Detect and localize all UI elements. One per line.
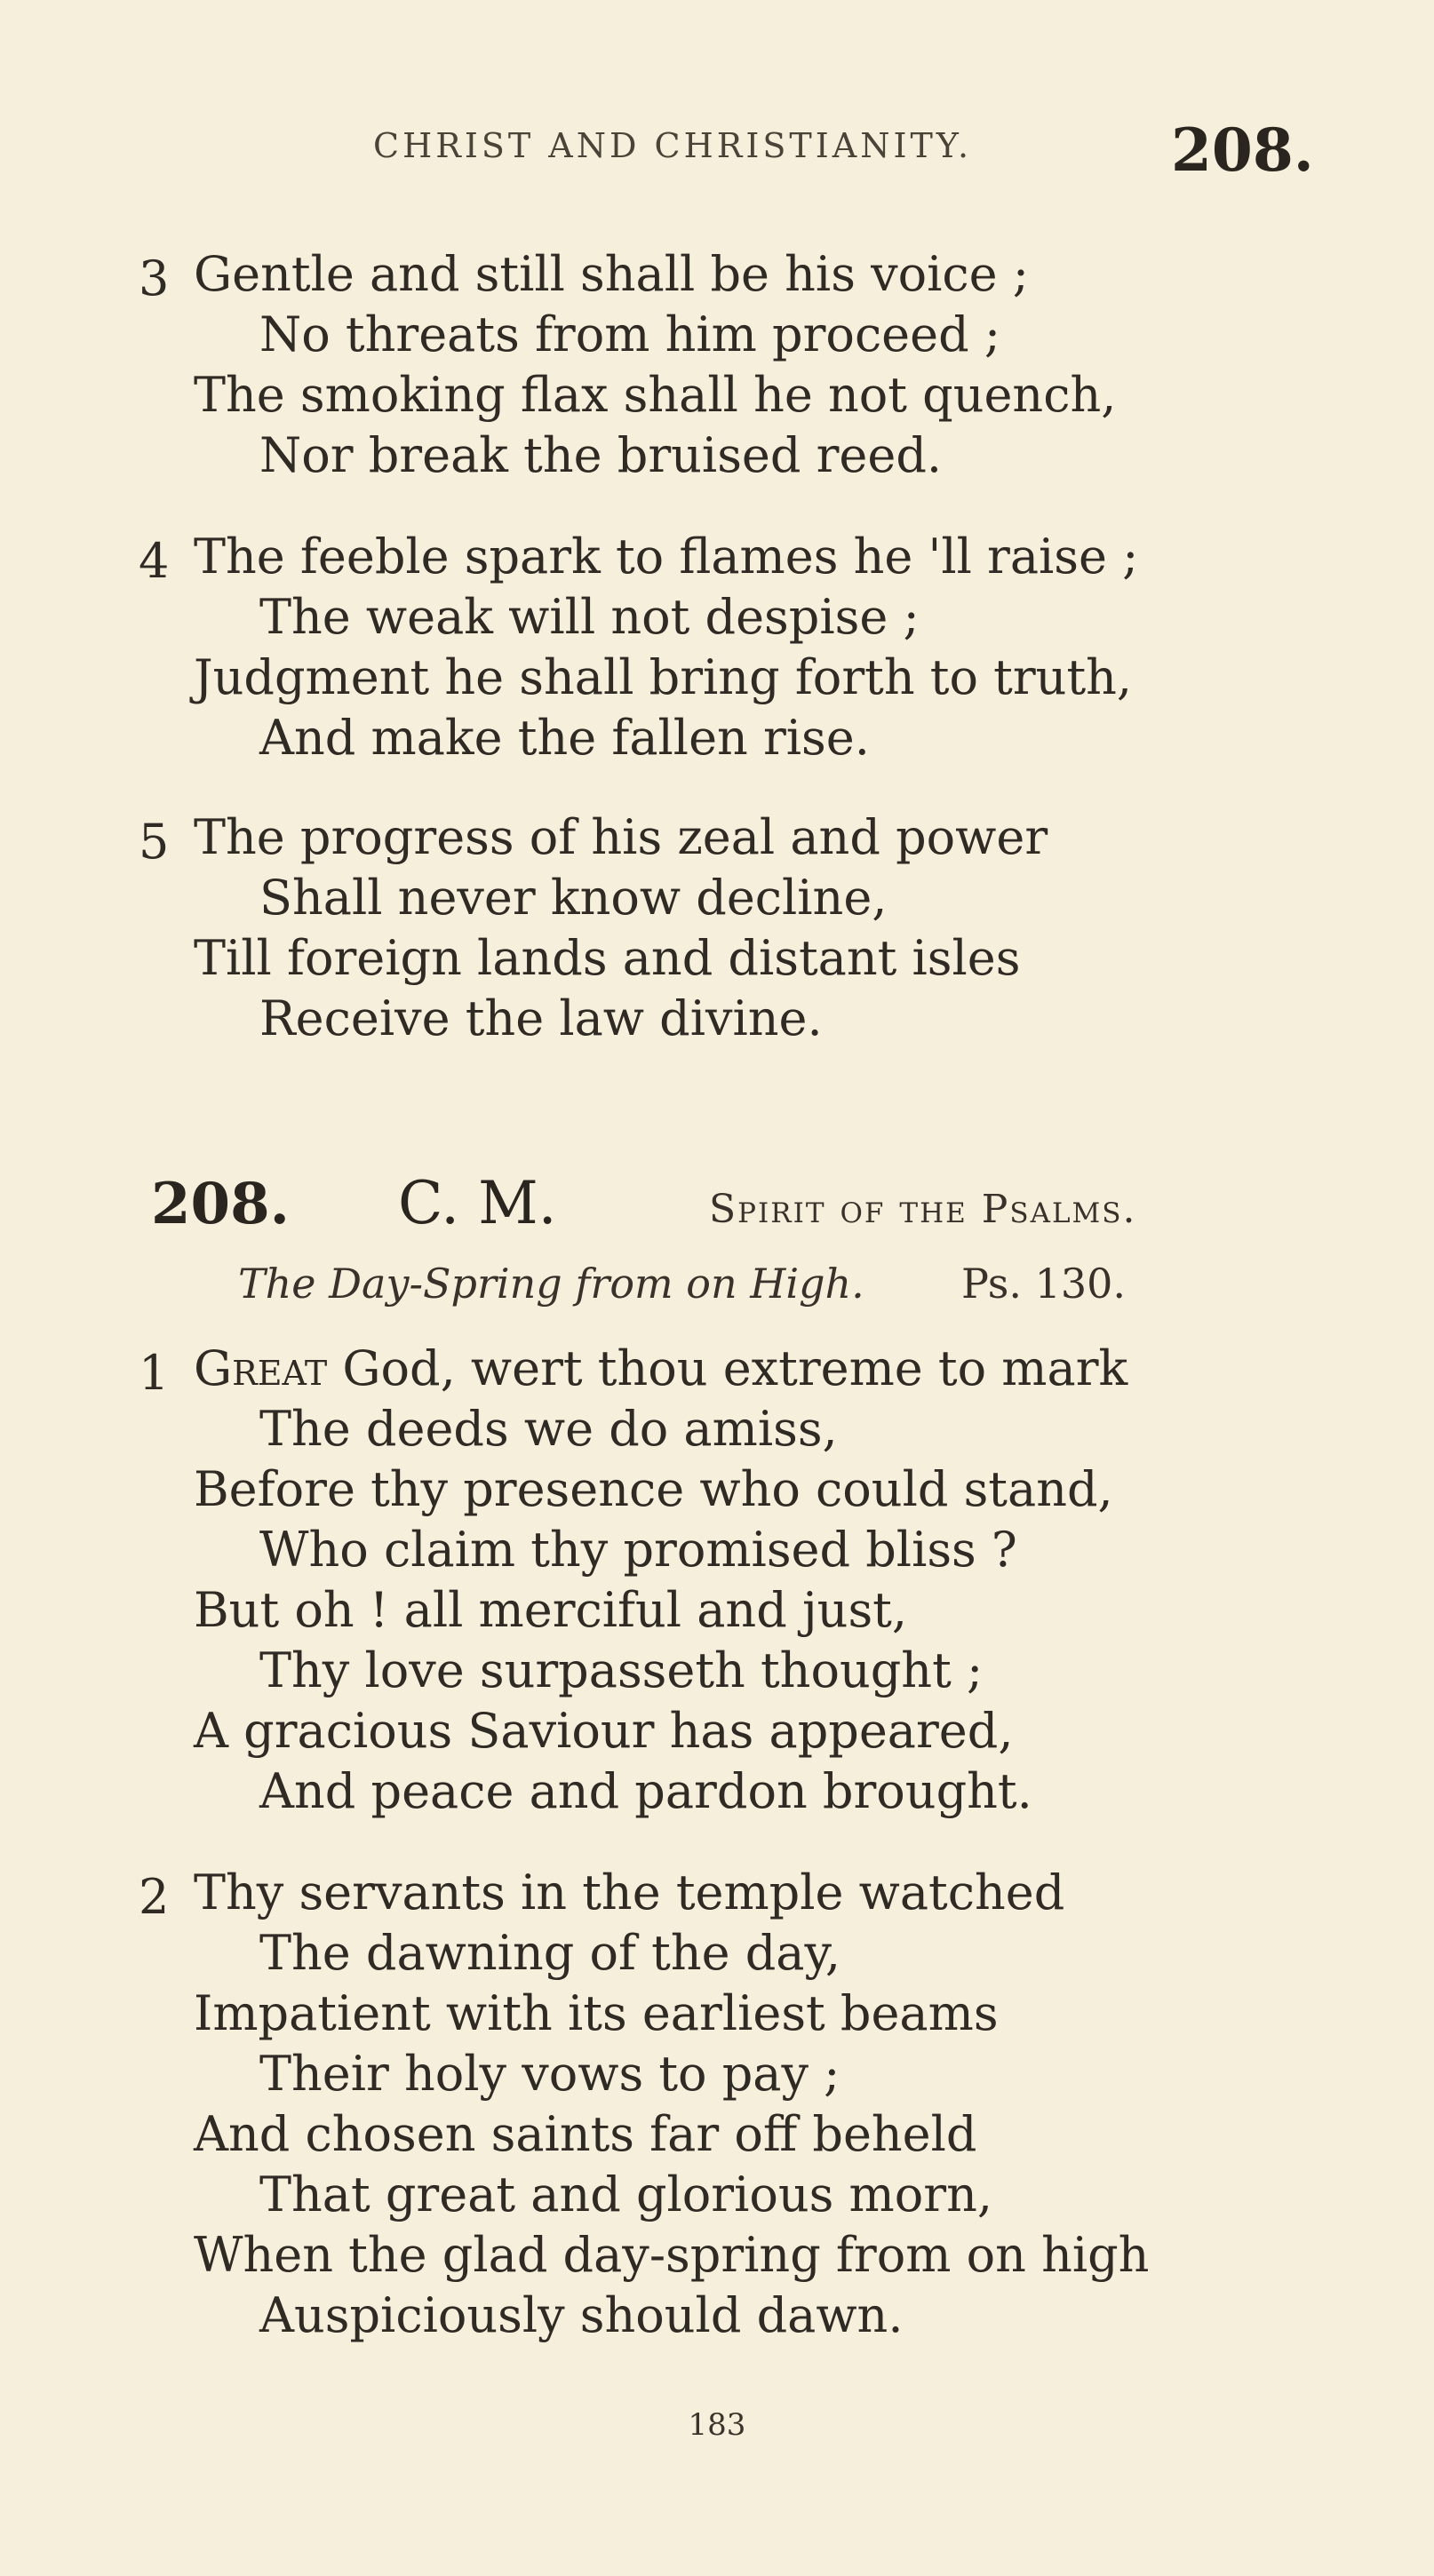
verse-line: Shall never know decline,: [259, 870, 888, 926]
stanza-number: 3: [139, 250, 170, 306]
verse-line: Receive the law divine.: [259, 990, 823, 1046]
stanza-number: 4: [139, 533, 170, 589]
verse-line: Thy love surpasseth thought ;: [259, 1642, 984, 1698]
verse-line: When the glad day-spring from on high: [194, 2227, 1150, 2283]
verse-line: And make the fallen rise.: [259, 710, 870, 766]
stanza-number: 5: [139, 814, 170, 870]
verse-line: Who claim thy promised bliss ?: [259, 1522, 1017, 1578]
verse-line: Before thy presence who could stand,: [194, 1461, 1113, 1517]
page-number: 183: [688, 2407, 746, 2443]
hymn-source: Spirit of the Psalms.: [709, 1187, 1137, 1232]
verse-line: Auspiciously should dawn.: [259, 2287, 904, 2343]
verse-line: Nor break the bruised reed.: [259, 427, 943, 483]
stanza-number: 1: [139, 1345, 170, 1401]
psalm-reference: Ps. 130.: [961, 1260, 1126, 1308]
hymn-number: 208.: [151, 1171, 290, 1237]
verse-line: The feeble spark to flames he 'll raise ;: [194, 529, 1139, 584]
running-title: CHRIST AND CHRISTIANITY.: [373, 126, 973, 165]
verse-line: A gracious Saviour has appeared,: [194, 1703, 1014, 1759]
verse-line: That great and glorious morn,: [259, 2167, 993, 2222]
first-line-rest: God, wert thou extreme to mark: [327, 1340, 1128, 1396]
stanza-number: 2: [139, 1869, 170, 1925]
hymn-subtitle: The Day-Spring from on High.: [238, 1260, 864, 1308]
verse-line: The dawning of the day,: [259, 1925, 840, 1981]
verse-line: Gentle and still shall be his voice ;: [194, 246, 1029, 302]
verse-line: The smoking flax shall he not quench,: [194, 367, 1117, 423]
verse-line: [194, 1340, 1128, 1396]
verse-line: No threats from him proceed ;: [259, 306, 1001, 362]
verse-line: The weak will not despise ;: [259, 589, 920, 645]
hymn-meter: C. M.: [398, 1169, 557, 1237]
verse-line: And peace and pardon brought.: [259, 1763, 1032, 1819]
verse-line: Impatient with its earliest beams: [194, 1985, 999, 2041]
verse-line: The progress of his zeal and power: [194, 809, 1048, 865]
verse-line: Till foreign lands and distant isles: [194, 930, 1021, 986]
verse-line: Thy servants in the temple watched: [194, 1864, 1065, 1920]
verse-line: And chosen saints far off beheld: [194, 2106, 977, 2162]
verse-line: The deeds we do amiss,: [259, 1401, 838, 1457]
verse-line: Their holy vows to pay ;: [259, 2046, 840, 2102]
verse-line: But oh ! all merciful and just,: [194, 1582, 908, 1638]
first-word: Great: [194, 1340, 328, 1396]
page-hymn-number: 208.: [1171, 115, 1314, 185]
verse-line: Judgment he shall bring forth to truth,: [194, 649, 1133, 705]
